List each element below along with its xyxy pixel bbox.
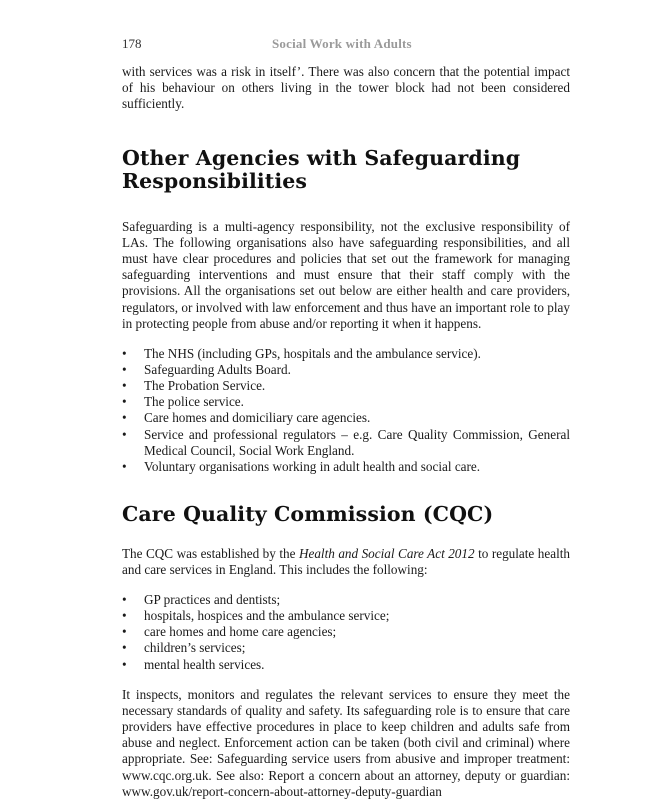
bullet-icon: •	[122, 346, 127, 362]
cqc-services-list	[122, 592, 570, 672]
page-content	[122, 64, 570, 800]
bullet-icon: •	[122, 394, 127, 410]
bullet-icon: •	[122, 378, 127, 394]
list-item: • children’s services;	[122, 640, 246, 656]
heading-other-agencies: Other Agencies with Safeguarding Responsibilities	[122, 145, 521, 193]
list-item: • Care homes and domiciliary care agencies.	[122, 410, 371, 426]
agencies-paragraph: Safeguarding is a multi-agency responsibility, not the exclusive responsibility of LAs. The following organisations also have safeguarding responsibilities, and all must have clear procedures and policies that set out the framework for managing safeguarding interventions and must ensure that their staff comply with the provisions. All the organisations set out below are either health and care providers, regulators, or involved with law enforcement and thus have an important role to play in protecting people from abuse and/or reporting it when it happens.	[122, 218, 570, 331]
bullet-icon: •	[122, 608, 127, 624]
bullet-icon: •	[122, 410, 127, 426]
list-item: • Voluntary organisations working in adult health and social care.	[122, 458, 481, 474]
agencies-list	[122, 346, 570, 475]
list-item: • GP practices and dentists;	[122, 592, 281, 608]
list-item: • Service and professional regulators – e.g. Care Quality Commission, General Medical Council, Social Work England.	[122, 426, 570, 458]
list-item: • Safeguarding Adults Board.	[122, 362, 291, 378]
list-item: • The NHS (including GPs, hospitals and the ambulance service).	[122, 346, 481, 362]
bullet-icon: •	[122, 458, 127, 474]
intro-paragraph: with services was a risk in itself’. There was also concern that the potential impact of his behaviour on others living in the tower block had not been considered sufficiently.	[122, 64, 570, 112]
page-number: 178	[122, 36, 142, 51]
list-item: • care homes and home care agencies;	[122, 624, 337, 640]
list-item: • hospitals, hospices and the ambulance service;	[122, 608, 390, 624]
bullet-icon: •	[122, 624, 127, 640]
act-title: Health and Social Care Act 2012	[298, 545, 475, 561]
bullet-icon: •	[122, 656, 127, 672]
bullet-icon: •	[122, 362, 127, 378]
bullet-icon: •	[122, 426, 127, 442]
bullet-icon: •	[122, 640, 127, 656]
list-item: • The Probation Service.	[122, 378, 266, 394]
list-item: • mental health services.	[122, 656, 265, 672]
cqc-closing-paragraph: It inspects, monitors and regulates the relevant services to ensure they meet the necessary standards of quality and safety. Its safeguarding role is to ensure that care providers have effective procedures in place to keep children and adults safe from abuse and neglect. Enforcement action can be taken (both civil and criminal) where appropriate. See: Safeguarding service users from abusive and improper treatment: www.cqc.org.uk. See also: Report a concern about an attorney, deputy or guardian: www.gov.uk/report-concern-about-attorney-deputy-guardian	[122, 686, 570, 799]
cqc-intro-paragraph: The CQC was established by the Health and Social Care Act 2012 to regulate health and care services in England. This includes the following:	[122, 545, 570, 577]
list-item: • The police service.	[122, 394, 244, 410]
heading-cqc: Care Quality Commission (CQC)	[122, 501, 494, 526]
bullet-icon: •	[122, 592, 127, 608]
running-head: Social Work with Adults	[272, 36, 412, 51]
